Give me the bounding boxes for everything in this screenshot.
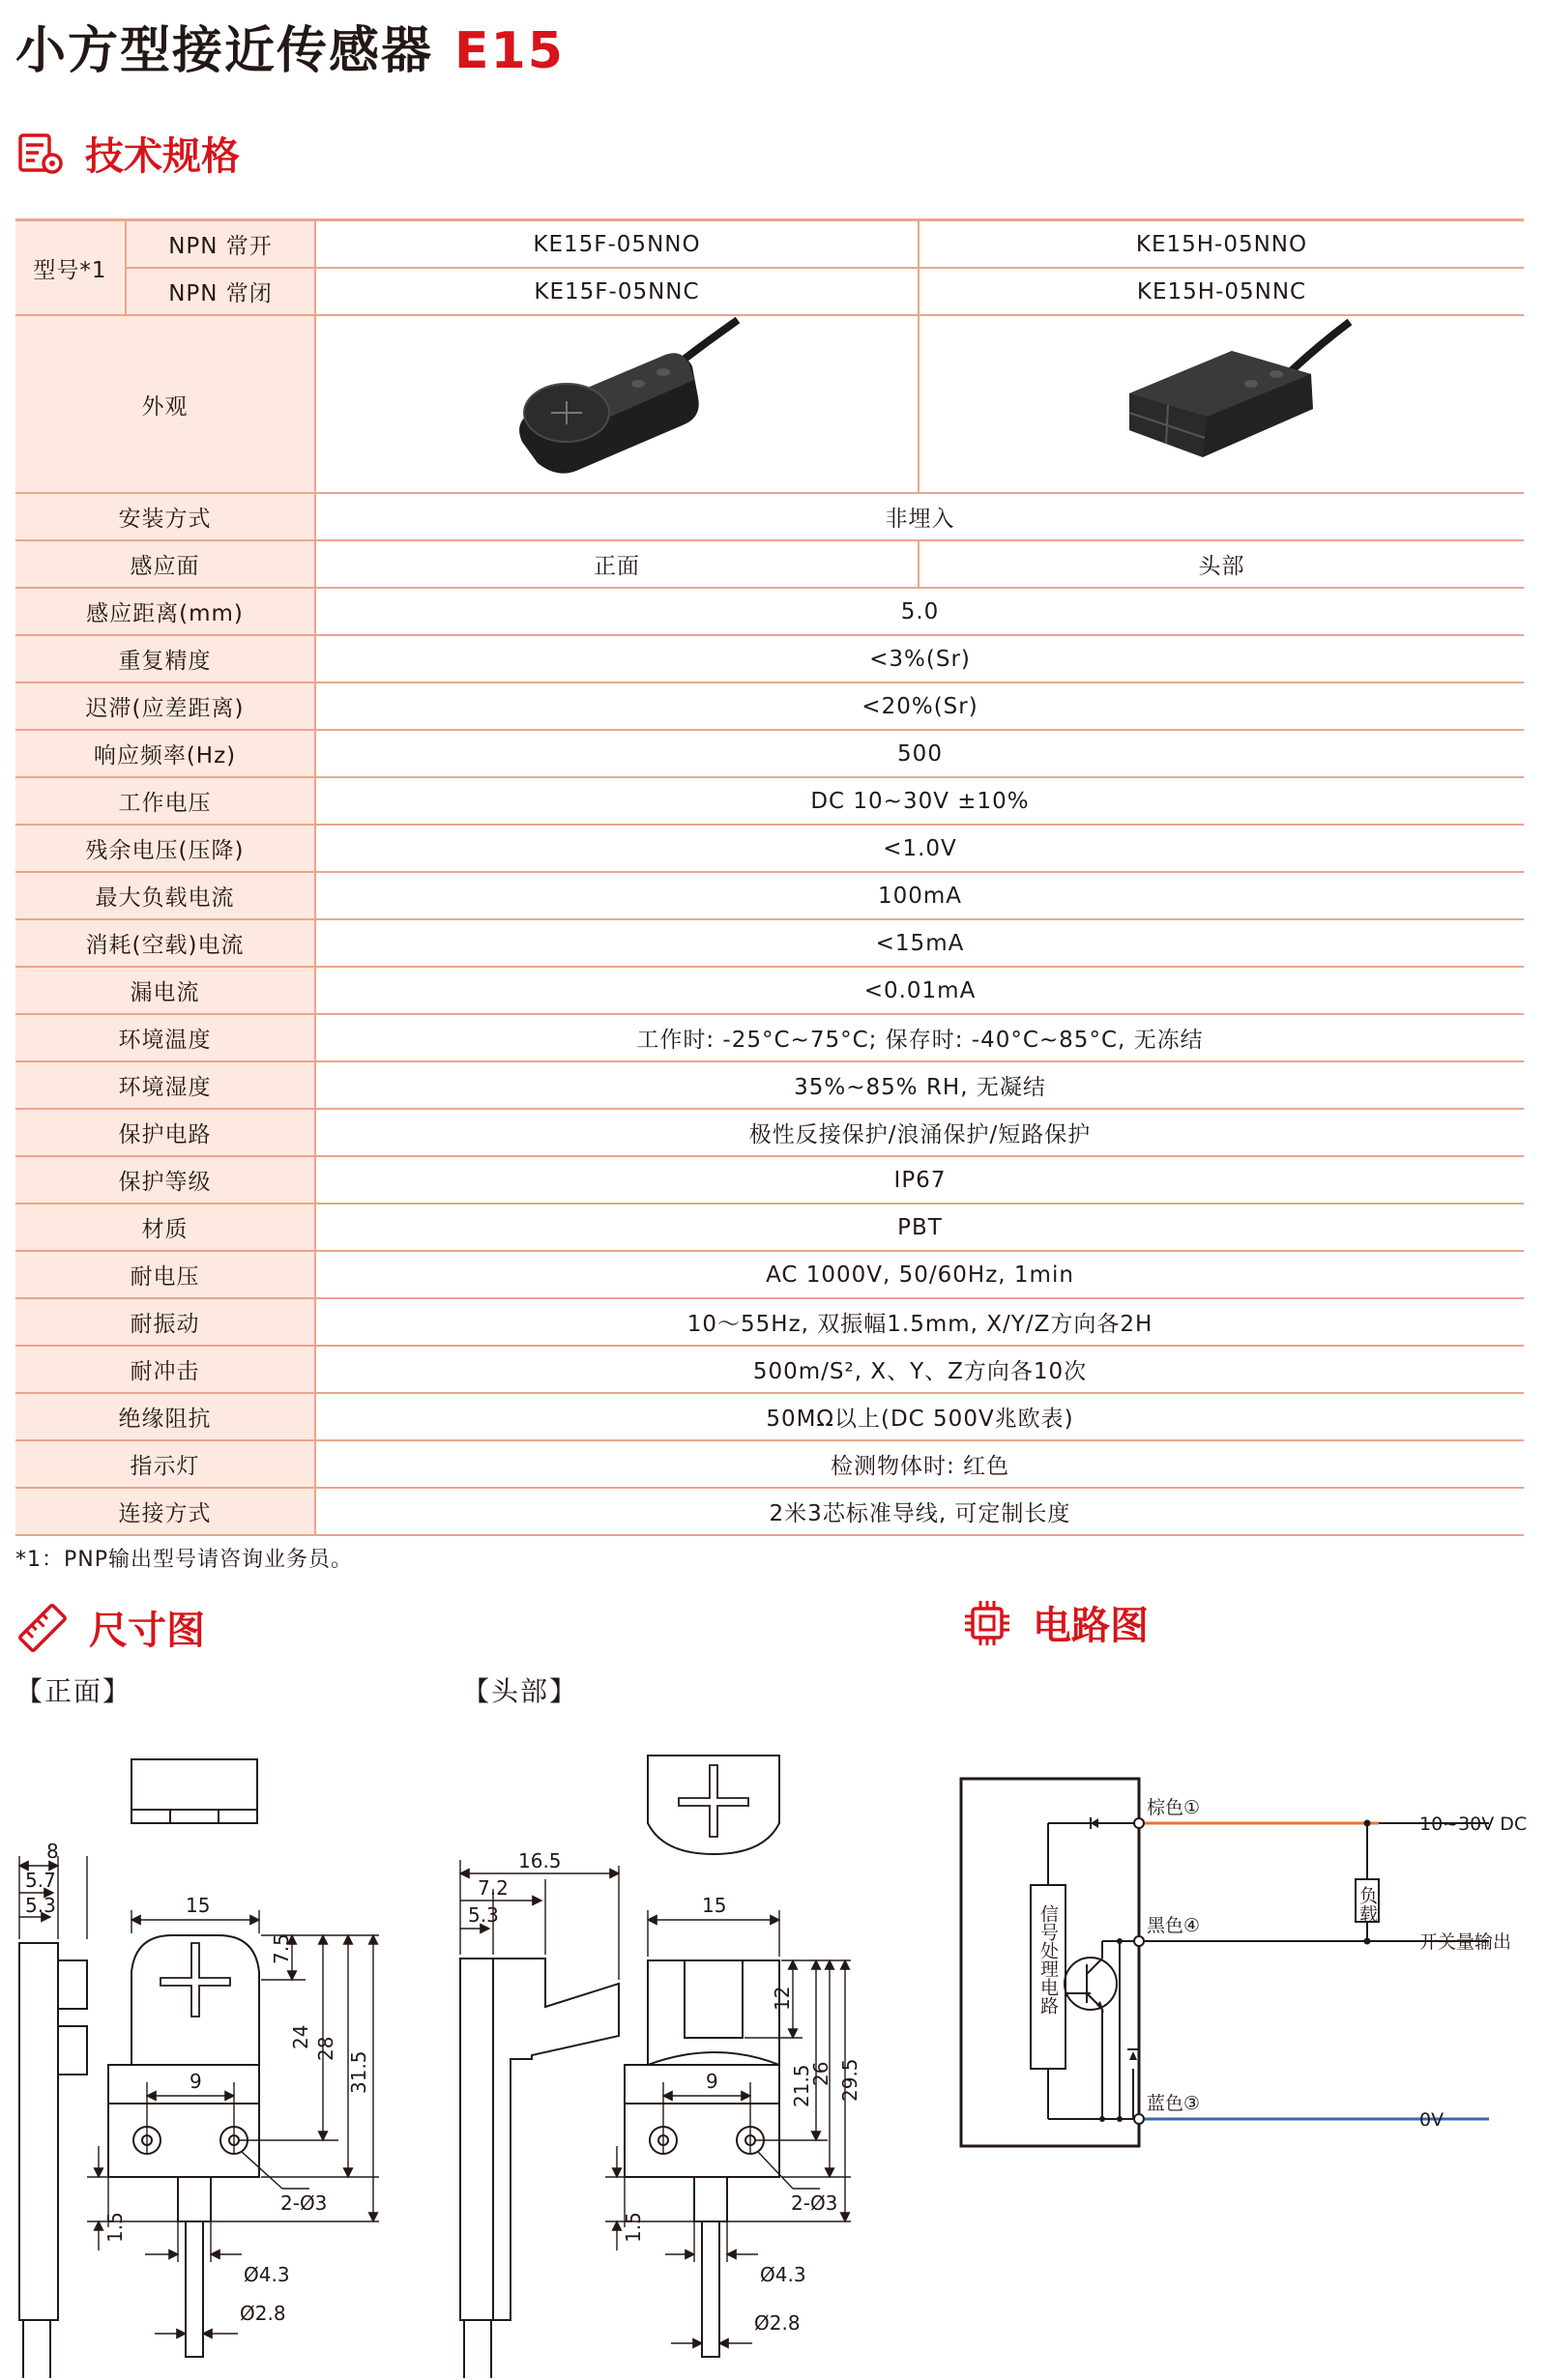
dim-front-9: 9 <box>190 2070 202 2093</box>
spec-label: 残余电压(压降) <box>15 825 315 872</box>
load-label: 负载 <box>1357 1886 1378 1923</box>
dim-front-d2-8: Ø2.8 <box>240 2302 286 2325</box>
table-row <box>15 268 1524 315</box>
processor-label: 信号处理电路 <box>1037 1904 1059 2015</box>
blue-label: 蓝色③ <box>1147 2093 1201 2114</box>
dim-head-7-2: 7.2 <box>478 1876 509 1900</box>
spec-label: 最大负载电流 <box>15 872 315 919</box>
dim-front-5-7: 5.7 <box>25 1869 56 1892</box>
spec-label: 响应频率(Hz) <box>15 730 315 777</box>
table-row <box>15 315 1524 493</box>
black-label: 黑色④ <box>1147 1915 1201 1936</box>
spec-value: 100mA <box>315 872 1524 919</box>
table-row <box>15 1251 1524 1298</box>
circuit-diagram <box>928 1740 1547 2165</box>
table-row <box>15 540 1524 588</box>
model-label: 型号*1 <box>15 220 126 316</box>
table-row <box>15 493 1524 540</box>
spec-value: 2米3芯标准导线, 可定制长度 <box>315 1488 1524 1535</box>
dim-head-1-5: 1.5 <box>622 2212 645 2243</box>
mounting-value: 非埋入 <box>315 493 1524 540</box>
spec-value: AC 1000V, 50/60Hz, 1min <box>315 1251 1524 1298</box>
spec-value: 检测物体时: 红色 <box>315 1440 1524 1488</box>
spec-value: 500m/S², X、Y、Z方向各10次 <box>315 1346 1524 1393</box>
dim-front-24: 24 <box>289 2024 312 2049</box>
table-row <box>15 1393 1524 1440</box>
supply-label: 10~30V DC <box>1419 1814 1528 1835</box>
head-view-label: 【头部】 <box>462 1675 579 1707</box>
spec-value: IP67 <box>315 1156 1524 1204</box>
footnote: *1：PNP输出型号请咨询业务员。 <box>15 1548 353 1572</box>
sensing-face-label: 感应面 <box>15 540 315 588</box>
page-title <box>15 10 565 82</box>
dimensions-heading <box>17 1600 205 1655</box>
model-h-no: KE15H-05NNO <box>919 220 1524 269</box>
table-row <box>15 825 1524 872</box>
appearance-label: 外观 <box>15 315 315 493</box>
spec-list-icon <box>17 132 64 175</box>
spec-value: 50MΩ以上(DC 500V兆欧表) <box>315 1393 1524 1440</box>
output-label: 开关量输出 <box>1419 1931 1512 1953</box>
spec-label: 工作电压 <box>15 777 315 825</box>
spec-value: 工作时: -25°C~75°C; 保存时: -40°C~85°C, 无冻结 <box>315 1014 1524 1061</box>
spec-label: 环境湿度 <box>15 1061 315 1109</box>
dim-head-26: 26 <box>809 2061 832 2086</box>
spec-value: 5.0 <box>315 588 1524 635</box>
table-row <box>15 635 1524 682</box>
spec-label: 重复精度 <box>15 635 315 682</box>
appearance-f <box>315 315 919 493</box>
table-row <box>15 967 1524 1014</box>
table-row <box>15 1346 1524 1393</box>
product-model: E15 <box>454 22 565 80</box>
mounting-label: 安装方式 <box>15 493 315 540</box>
spec-label: 感应距离(mm) <box>15 588 315 635</box>
front-top-view <box>131 1759 257 1823</box>
spec-value: <0.01mA <box>315 967 1524 1014</box>
dim-head-9: 9 <box>706 2070 718 2093</box>
front-side-view <box>19 1943 58 2320</box>
npn-no-label: NPN 常开 <box>126 220 315 269</box>
ruler-icon <box>17 1603 68 1653</box>
npn-nc-label: NPN 常闭 <box>126 268 315 315</box>
spec-label: 消耗(空载)电流 <box>15 919 315 967</box>
table-row <box>15 1298 1524 1346</box>
spec-value: <20%(Sr) <box>315 682 1524 730</box>
front-main-body <box>131 1935 259 2065</box>
model-f-nc: KE15F-05NNC <box>315 268 919 315</box>
spec-label: 耐电压 <box>15 1251 315 1298</box>
spec-value: <15mA <box>315 919 1524 967</box>
dim-head-15: 15 <box>702 1894 727 1917</box>
sensing-face-f: 正面 <box>315 540 919 588</box>
table-row <box>15 588 1524 635</box>
table-row <box>15 872 1524 919</box>
spec-value: 35%~85% RH, 无凝结 <box>315 1061 1524 1109</box>
spec-value: 500 <box>315 730 1524 777</box>
spec-label: 绝缘阻抗 <box>15 1393 315 1440</box>
dim-front-d4-3: Ø4.3 <box>244 2263 290 2286</box>
dim-head-29-5: 29.5 <box>838 2058 861 2102</box>
dim-head-5-3: 5.3 <box>468 1903 499 1927</box>
table-row <box>15 682 1524 730</box>
spec-label: 环境温度 <box>15 1014 315 1061</box>
sensor-f-image <box>482 316 752 486</box>
dim-head-d2-8: Ø2.8 <box>754 2311 801 2335</box>
dim-head-holes: 2-Ø3 <box>791 2191 838 2215</box>
chip-icon <box>963 1599 1011 1647</box>
dim-head-16-5: 16.5 <box>518 1849 562 1872</box>
spec-label: 材质 <box>15 1204 315 1251</box>
dim-front-8: 8 <box>46 1840 59 1863</box>
specs-heading <box>17 126 240 181</box>
dim-front-28: 28 <box>314 2036 337 2061</box>
spec-value: PBT <box>315 1204 1524 1251</box>
spec-label: 漏电流 <box>15 967 315 1014</box>
spec-label: 指示灯 <box>15 1440 315 1488</box>
table-row <box>15 1204 1524 1251</box>
spec-table <box>15 218 1524 1536</box>
table-row <box>15 1061 1524 1109</box>
table-row <box>15 1109 1524 1156</box>
spec-label: 保护等级 <box>15 1156 315 1204</box>
zener-diode-icon <box>1129 2051 1137 2060</box>
sensing-face-h: 头部 <box>919 540 1524 588</box>
spec-value: <3%(Sr) <box>315 635 1524 682</box>
appearance-h <box>919 315 1524 493</box>
product-name: 小方型接近传感器 <box>15 22 434 80</box>
reverse-diode-icon <box>1091 1818 1098 1828</box>
table-row <box>15 1156 1524 1204</box>
table-row <box>15 220 1524 269</box>
spec-label: 保护电路 <box>15 1109 315 1156</box>
table-row <box>15 777 1524 825</box>
dimension-drawings <box>0 1721 928 2380</box>
dim-front-1-5: 1.5 <box>103 2212 127 2243</box>
zero-volt-label: 0V <box>1419 2109 1445 2131</box>
spec-value: DC 10~30V ±10% <box>315 777 1524 825</box>
dim-front-31-5: 31.5 <box>347 2050 370 2094</box>
dim-head-21-5: 21.5 <box>790 2064 813 2107</box>
head-main-body <box>648 1960 779 2065</box>
circuit-heading <box>963 1595 1149 1650</box>
dim-head-d4-3: Ø4.3 <box>760 2263 806 2286</box>
model-h-nc: KE15H-05NNC <box>919 268 1524 315</box>
spec-label: 迟滞(应差距离) <box>15 682 315 730</box>
head-top-view <box>648 1756 779 1854</box>
head-side-view <box>460 1959 619 2320</box>
dim-front-5-3: 5.3 <box>25 1894 56 1917</box>
brown-label: 棕色① <box>1147 1797 1201 1818</box>
model-f-no: KE15F-05NNO <box>315 220 919 269</box>
table-row <box>15 919 1524 967</box>
spec-label: 连接方式 <box>15 1488 315 1535</box>
spec-label: 耐振动 <box>15 1298 315 1346</box>
dim-front-holes: 2-Ø3 <box>280 2191 328 2215</box>
circuit-heading-text: 电路图 <box>1033 1604 1149 1648</box>
table-row <box>15 1488 1524 1535</box>
spec-value: 10～55Hz, 双振幅1.5mm, X/Y/Z方向各2H <box>315 1298 1524 1346</box>
dimensions-heading-text: 尺寸图 <box>89 1609 205 1653</box>
spec-value: <1.0V <box>315 825 1524 872</box>
front-view-label: 【正面】 <box>15 1675 132 1707</box>
sensor-h-image <box>1087 316 1357 486</box>
spec-value: 极性反接保护/浪涌保护/短路保护 <box>315 1109 1524 1156</box>
transistor-symbol <box>1065 1958 1117 2010</box>
dim-front-15: 15 <box>186 1894 211 1917</box>
specs-heading-text: 技术规格 <box>85 134 240 179</box>
table-row <box>15 1440 1524 1488</box>
dim-front-7-5: 7.5 <box>270 1933 293 1964</box>
table-row <box>15 1014 1524 1061</box>
table-row <box>15 730 1524 777</box>
dim-head-12: 12 <box>771 1986 794 2011</box>
spec-label: 耐冲击 <box>15 1346 315 1393</box>
